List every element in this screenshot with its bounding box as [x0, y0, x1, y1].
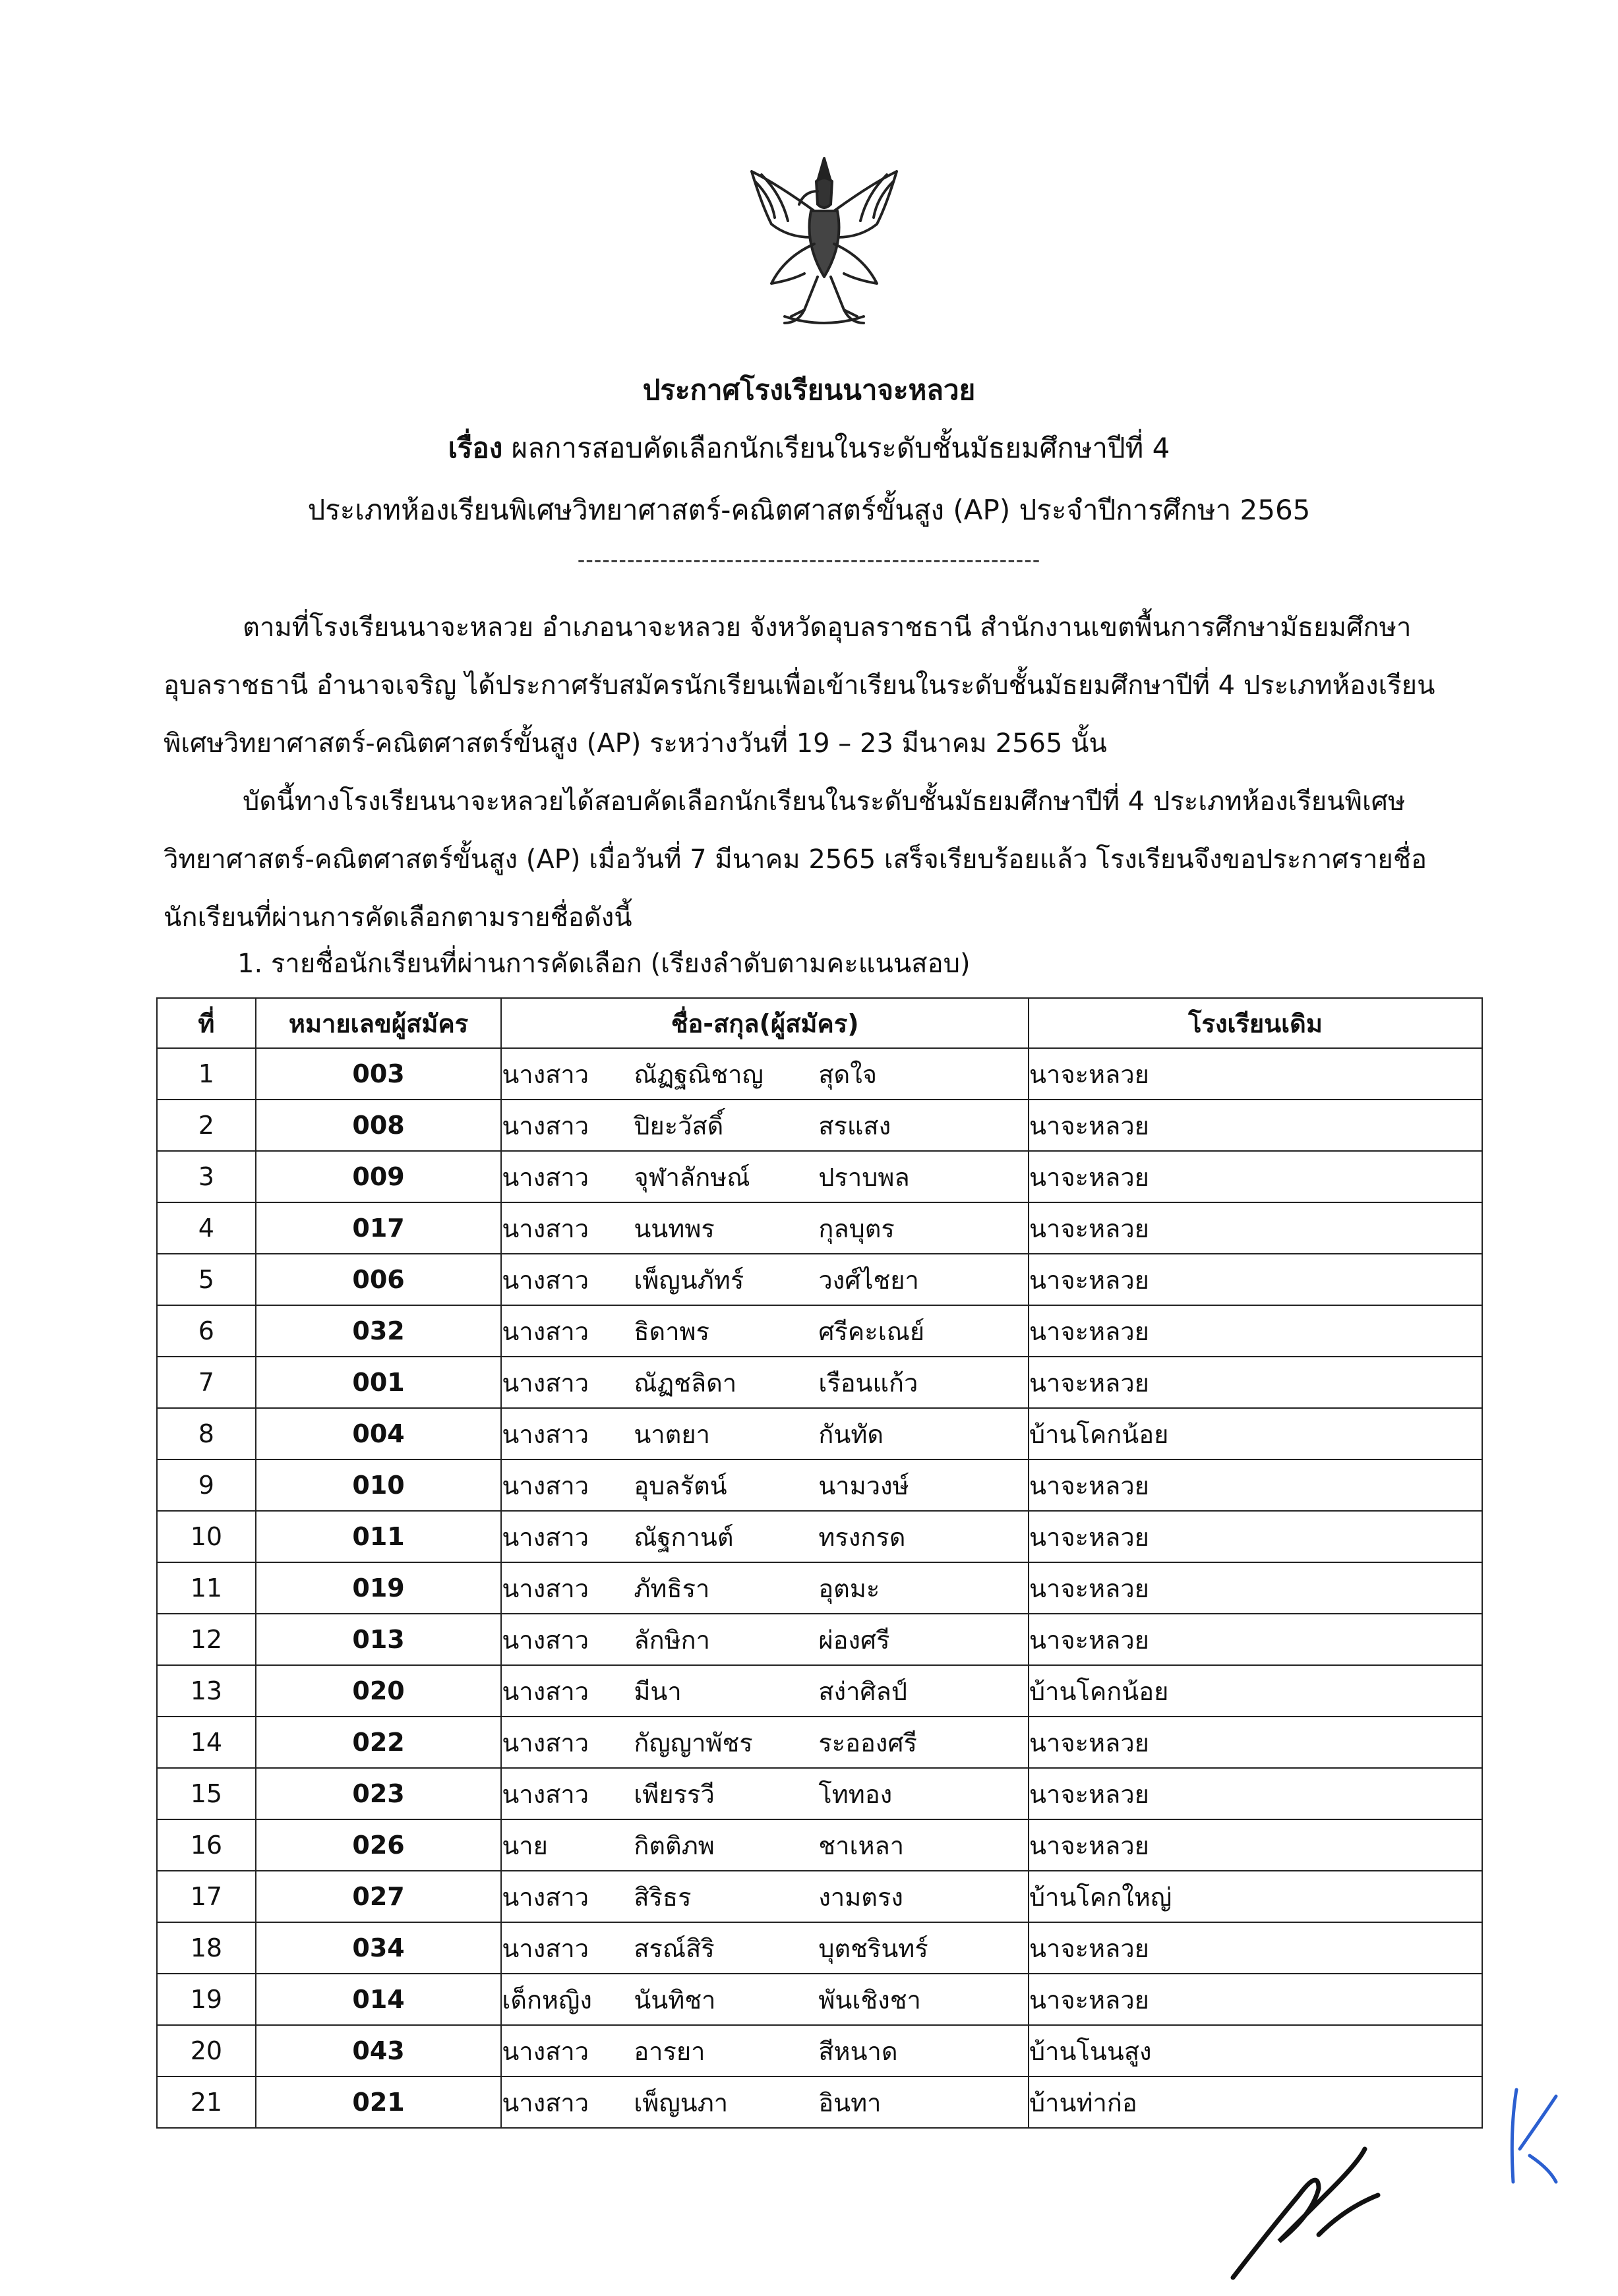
table-row — [157, 1459, 1482, 1511]
name-title: นางสาว — [502, 1625, 589, 1655]
row-number: 8 — [157, 1408, 256, 1459]
first-name: ณัฏชลิดา — [634, 1368, 737, 1398]
applicant-name — [501, 1614, 1029, 1665]
last-name: นามวงษ์ — [818, 1471, 909, 1500]
first-name: ปิยะวัสดิ์ — [634, 1111, 724, 1140]
row-number: 5 — [157, 1254, 256, 1305]
last-name: สุดใจ — [818, 1059, 878, 1089]
row-number: 11 — [157, 1562, 256, 1614]
name-title: นางสาว — [502, 1728, 589, 1757]
last-name: ผ่องศรี — [818, 1625, 890, 1655]
first-name: ณัฏฐณิชาญ — [634, 1059, 764, 1089]
subject-label: เรื่อง — [448, 432, 503, 464]
applicant-name — [501, 2076, 1029, 2128]
name-title: นางสาว — [502, 1574, 589, 1603]
row-number: 18 — [157, 1922, 256, 1974]
applicant-name — [501, 1100, 1029, 1151]
last-name: กันทัด — [818, 1419, 884, 1449]
table-row — [157, 1974, 1482, 2025]
announcement-title: ประกาศโรงเรียนนาจะหลวย — [642, 374, 976, 406]
last-name: ศรีคะเณย์ — [818, 1316, 925, 1346]
row-number: 3 — [157, 1151, 256, 1202]
former-school: นาจะหลวย — [1029, 1614, 1482, 1665]
last-name: สีหนาด — [818, 2036, 898, 2066]
name-title: เด็กหญิง — [502, 1985, 592, 2015]
row-number: 2 — [157, 1100, 256, 1151]
applicant-number: 006 — [256, 1254, 502, 1305]
applicant-number: 013 — [256, 1614, 502, 1665]
results-table — [156, 997, 1483, 2129]
first-name: กิตติภพ — [634, 1831, 715, 1860]
table-row — [157, 1511, 1482, 1562]
announcement-subject — [0, 428, 1618, 468]
first-name: สรณ์สิริ — [634, 1933, 715, 1963]
garuda-emblem-icon — [725, 145, 923, 343]
table-header-row — [157, 998, 1482, 1048]
former-school: บ้านท่าก่อ — [1029, 2076, 1482, 2128]
former-school: นาจะหลวย — [1029, 1202, 1482, 1254]
applicant-name — [501, 1357, 1029, 1408]
applicant-name — [501, 1048, 1029, 1100]
last-name: สง่าศิลป์ — [818, 1676, 907, 1706]
table-row — [157, 1819, 1482, 1871]
row-number: 9 — [157, 1459, 256, 1511]
last-name: งามตรง — [818, 1882, 903, 1912]
header-no: ที่ — [157, 998, 256, 1048]
first-name: จุฬาลักษณ์ — [634, 1162, 750, 1192]
table-row — [157, 1871, 1482, 1922]
former-school: บ้านโนนสูง — [1029, 2025, 1482, 2076]
name-title: นางสาว — [502, 1162, 589, 1192]
first-name: กัญญาพัชร — [634, 1728, 753, 1757]
first-name: ธิดาพร — [634, 1316, 709, 1346]
applicant-name — [501, 1459, 1029, 1511]
applicant-name — [501, 1408, 1029, 1459]
former-school: นาจะหลวย — [1029, 1459, 1482, 1511]
first-name: เพ็ญนภัทร์ — [634, 1265, 744, 1295]
table-row — [157, 1254, 1482, 1305]
former-school: นาจะหลวย — [1029, 1562, 1482, 1614]
row-number: 6 — [157, 1305, 256, 1357]
former-school: นาจะหลวย — [1029, 1922, 1482, 1974]
applicant-number: 004 — [256, 1408, 502, 1459]
table-row — [157, 1305, 1482, 1357]
applicant-number: 003 — [256, 1048, 502, 1100]
table-row — [157, 2025, 1482, 2076]
name-title: นางสาว — [502, 1779, 589, 1809]
table-row — [157, 1202, 1482, 1254]
last-name: กุลบุตร — [818, 1214, 895, 1243]
last-name: วงศ์ไชยา — [818, 1265, 919, 1295]
para2-text: บัดนี้ทางโรงเรียนนาจะหลวยได้สอบคัดเลือกนักเรียนในระดับชั้นมัธยมศึกษาปีที่ 4 ประเภทห้องเรียนพิเศษ วิทยาศาสตร์-คณิตศาสตร์ขั้นสูง (AP) เมื่อวันที่ 7 มีนาคม 2565 เสร็จเรียบร้อยแล้ว โรงเรียนจึงขอประกาศรายชื่อ นักเรียนที่ผ่านการคัดเลือกตามรายชื่อดังนี้ — [164, 786, 1427, 933]
announcement-program-line: ประเภทห้องเรียนพิเศษวิทยาศาสตร์-คณิตศาสตร์ขั้นสูง (AP) ประจำปีการศึกษา 2565 — [307, 494, 1311, 526]
initials-mark-icon — [1490, 2083, 1569, 2189]
table-row — [157, 1665, 1482, 1717]
row-number: 21 — [157, 2076, 256, 2128]
former-school: นาจะหลวย — [1029, 1048, 1482, 1100]
applicant-name — [501, 1819, 1029, 1871]
applicant-number: 019 — [256, 1562, 502, 1614]
applicant-name — [501, 1202, 1029, 1254]
first-name: นาตยา — [634, 1419, 710, 1449]
applicant-name — [501, 1562, 1029, 1614]
former-school: นาจะหลวย — [1029, 1305, 1482, 1357]
name-title: นางสาว — [502, 1059, 589, 1089]
applicant-name — [501, 1871, 1029, 1922]
former-school: บ้านโคกน้อย — [1029, 1665, 1482, 1717]
applicant-number: 009 — [256, 1151, 502, 1202]
applicant-name — [501, 1151, 1029, 1202]
applicant-number: 022 — [256, 1717, 502, 1768]
former-school: นาจะหลวย — [1029, 1974, 1482, 2025]
applicant-name — [501, 1768, 1029, 1819]
subject-text: ผลการสอบคัดเลือกนักเรียนในระดับชั้นมัธยมศึกษาปีที่ 4 — [511, 432, 1170, 464]
list-heading: 1. รายชื่อนักเรียนที่ผ่านการคัดเลือก (เรียงลำดับตามคะแนนสอบ) — [237, 949, 971, 979]
row-number: 10 — [157, 1511, 256, 1562]
table-row — [157, 1614, 1482, 1665]
name-title: นางสาว — [502, 1933, 589, 1963]
para1-text: ตามที่โรงเรียนนาจะหลวย อำเภอนาจะหลวย จังหวัดอุบลราชธานี สำนักงานเขตพื้นการศึกษามัธยมศึกษา อุบลราชธานี อำนาจเจริญ ได้ประกาศรับสมัครนักเรียนเพื่อเข้าเรียนในระดับชั้นมัธยมศึกษาปีที่ 4 ประเภทห้องเรียน พิเศษวิทยาศาสตร์-คณิตศาสตร์ขั้นสูง (AP) ระหว่างวันที่ 19 – 23 มีนาคม 2565 นั้น — [164, 612, 1435, 759]
first-name: มีนา — [634, 1676, 682, 1706]
name-title: นางสาว — [502, 1214, 589, 1243]
last-name: ปราบพล — [818, 1162, 910, 1192]
name-title: นางสาว — [502, 2036, 589, 2066]
applicant-name — [501, 1665, 1029, 1717]
table-row — [157, 1048, 1482, 1100]
applicant-number: 023 — [256, 1768, 502, 1819]
table-row — [157, 1408, 1482, 1459]
applicant-number: 043 — [256, 2025, 502, 2076]
name-title: นางสาว — [502, 1419, 589, 1449]
name-title: นางสาว — [502, 2088, 589, 2117]
row-number: 15 — [157, 1768, 256, 1819]
former-school: นาจะหลวย — [1029, 1768, 1482, 1819]
last-name: สรแสง — [818, 1111, 891, 1140]
applicant-name — [501, 1922, 1029, 1974]
row-number: 1 — [157, 1048, 256, 1100]
row-number: 4 — [157, 1202, 256, 1254]
header-applicant-number: หมายเลขผู้สมัคร — [256, 998, 502, 1048]
first-name: ภัทธิรา — [634, 1574, 710, 1603]
last-name: อินทา — [818, 2088, 882, 2117]
name-title: นางสาว — [502, 1676, 589, 1706]
first-name: ลักษิกา — [634, 1625, 711, 1655]
table-row — [157, 2076, 1482, 2128]
applicant-number: 021 — [256, 2076, 502, 2128]
name-title: นางสาว — [502, 1882, 589, 1912]
table-row — [157, 1768, 1482, 1819]
table-row — [157, 1357, 1482, 1408]
applicant-number: 020 — [256, 1665, 502, 1717]
applicant-number: 001 — [256, 1357, 502, 1408]
name-title: นาย — [502, 1831, 548, 1860]
row-number: 12 — [157, 1614, 256, 1665]
last-name: พันเชิงชา — [818, 1985, 921, 2015]
applicant-number: 027 — [256, 1871, 502, 1922]
header-separator: -------------------------------------------------------- — [577, 547, 1041, 572]
applicant-number: 032 — [256, 1305, 502, 1357]
former-school: บ้านโคกน้อย — [1029, 1408, 1482, 1459]
row-number: 13 — [157, 1665, 256, 1717]
signature-icon — [1220, 2136, 1391, 2287]
name-title: นางสาว — [502, 1316, 589, 1346]
former-school: นาจะหลวย — [1029, 1819, 1482, 1871]
applicant-name — [501, 1511, 1029, 1562]
former-school: นาจะหลวย — [1029, 1357, 1482, 1408]
table-row — [157, 1717, 1482, 1768]
table-row — [157, 1562, 1482, 1614]
applicant-number: 008 — [256, 1100, 502, 1151]
first-name: ณัฐกานต์ — [634, 1522, 734, 1552]
name-title: นางสาว — [502, 1471, 589, 1500]
applicant-number: 011 — [256, 1511, 502, 1562]
row-number: 14 — [157, 1717, 256, 1768]
first-name: อุบลรัตน์ — [634, 1471, 727, 1500]
body-paragraph-2 — [164, 773, 1456, 947]
applicant-name — [501, 1254, 1029, 1305]
last-name: โททอง — [818, 1779, 893, 1809]
table-row — [157, 1922, 1482, 1974]
former-school: บ้านโคกใหญ่ — [1029, 1871, 1482, 1922]
applicant-number: 034 — [256, 1922, 502, 1974]
last-name: อุตมะ — [818, 1574, 880, 1603]
table-row — [157, 1151, 1482, 1202]
former-school: นาจะหลวย — [1029, 1100, 1482, 1151]
table-row — [157, 1100, 1482, 1151]
row-number: 19 — [157, 1974, 256, 2025]
row-number: 17 — [157, 1871, 256, 1922]
name-title: นางสาว — [502, 1522, 589, 1552]
applicant-name — [501, 1974, 1029, 2025]
name-title: นางสาว — [502, 1265, 589, 1295]
first-name: เพียรรวี — [634, 1779, 715, 1809]
last-name: ชาเหลา — [818, 1831, 905, 1860]
header-full-name: ชื่อ-สกุล(ผู้สมัคร) — [501, 998, 1029, 1048]
row-number: 16 — [157, 1819, 256, 1871]
first-name: เพ็ญนภา — [634, 2088, 729, 2117]
applicant-number: 017 — [256, 1202, 502, 1254]
row-number: 20 — [157, 2025, 256, 2076]
name-title: นางสาว — [502, 1111, 589, 1140]
last-name: บุตชรินทร์ — [818, 1933, 928, 1963]
row-number: 7 — [157, 1357, 256, 1408]
first-name: นันทิชา — [634, 1985, 716, 2015]
last-name: ระอองศรี — [818, 1728, 917, 1757]
former-school: นาจะหลวย — [1029, 1151, 1482, 1202]
name-title: นางสาว — [502, 1368, 589, 1398]
body-paragraph-1 — [164, 599, 1456, 773]
applicant-number: 026 — [256, 1819, 502, 1871]
last-name: ทรงกรด — [818, 1522, 906, 1552]
header-former-school: โรงเรียนเดิม — [1029, 998, 1482, 1048]
last-name: เรือนแก้ว — [818, 1368, 918, 1398]
first-name: นนทพร — [634, 1214, 715, 1243]
former-school: นาจะหลวย — [1029, 1254, 1482, 1305]
first-name: อารยา — [634, 2036, 705, 2066]
former-school: นาจะหลวย — [1029, 1717, 1482, 1768]
first-name: สิริธร — [634, 1882, 692, 1912]
former-school: นาจะหลวย — [1029, 1511, 1482, 1562]
applicant-name — [501, 1305, 1029, 1357]
applicant-name — [501, 2025, 1029, 2076]
applicant-name — [501, 1717, 1029, 1768]
applicant-number: 014 — [256, 1974, 502, 2025]
applicant-number: 010 — [256, 1459, 502, 1511]
